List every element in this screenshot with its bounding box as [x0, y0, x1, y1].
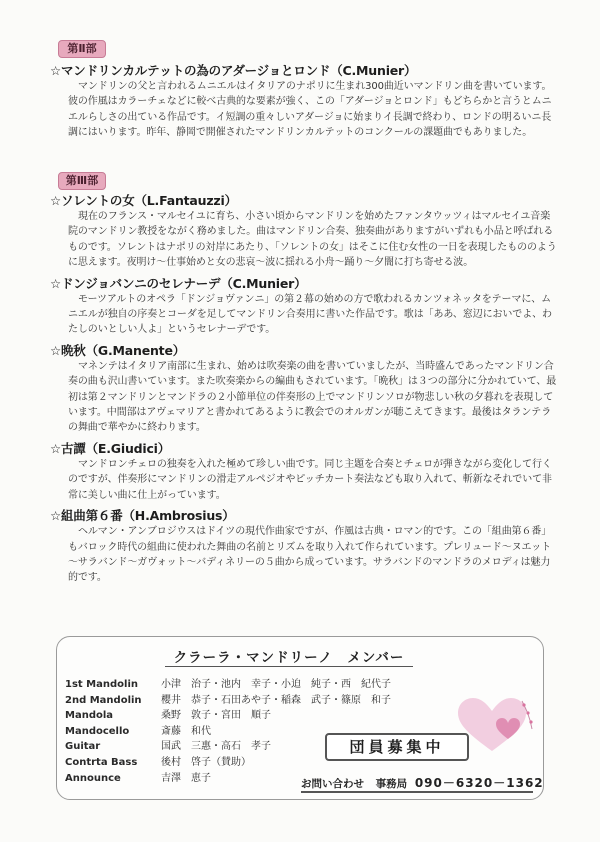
piece-entry [50, 62, 558, 141]
roster-names: 国武 三惠・高石 孝子 [161, 741, 271, 753]
roster-role: 1st Mandolin [65, 679, 138, 690]
piece-entry [50, 275, 558, 338]
roster-names: 斎藤 和代 [161, 725, 211, 737]
piece-title: ☆古譚（E.Giudici） [50, 440, 171, 456]
roster-role: Announce [65, 772, 121, 784]
piece-title: ☆組曲第６番（H.Ambrosius） [50, 508, 235, 524]
piece-description: マネンテはイタリア南部に生まれ、始めは吹奏楽の曲を書いていましたが、当時盛んであったマンドリン合奏の曲も沢山書いています。また吹奏楽からの編曲もされています。「晩秋」は３つの部分に分かれていて、最初は第２マンドリンとマンドラの２小節単位の伴奏形の上でマンドリンソロが物悲しい秋の夕暮れを表現しています。中間部はアヴェマリアと書かれてあるように教会でのオルガンが聴こえてきます。最後はタランテラの舞曲で華やかに終わります。 [68, 360, 557, 434]
piece-title: ☆晩秋（G.Manente） [50, 342, 186, 358]
part-3-pieces [50, 192, 558, 590]
piece-description: 現在のフランス・マルセイユに育ち、小さい頃からマンドリンを始めたファンタウッツィはマルセイユ音楽院のマンドリン教授をながく務めました。曲はマンドリン合奏、独奏曲がありますがいずれも小品と呼ばれるものです。ソレントはナポリの対岸にあたり、「ソレントの女」はそこに住む女性の一日を表現したもののように思えます。夜明け～仕事始めと女の悲哀～波に揺れる小舟～踊り～夕闇に打ち寄せる波。 [68, 211, 557, 269]
roster-role: Guitar [65, 741, 101, 753]
piece-title: ☆ソレントの女（L.Fantauzzi） [50, 193, 237, 208]
piece-title: ☆ドンジョバンニのセレナーデ（C.Munier） [50, 275, 307, 291]
part-3-badge: 第Ⅲ部 [58, 172, 106, 190]
roster-role: 2nd Mandolin [65, 694, 142, 706]
piece-entry [50, 192, 558, 271]
member-roster [65, 677, 391, 786]
roster-names: 櫻井 恭子・石田あや子・稲森 武子・篠原 和子 [161, 694, 391, 706]
part-2-pieces [50, 62, 558, 145]
recruitment-banner: 団員募集中 [325, 733, 469, 761]
member-title: クラーラ・マンドリーノ メンバー [165, 646, 413, 667]
roster-row [65, 693, 391, 709]
roster-role: Contrta Bass [65, 756, 138, 768]
piece-title: ☆マンドリンカルテットの為のアダージョとロンド（C.Munier） [50, 63, 417, 78]
piece-entry [50, 342, 558, 436]
roster-names: 吉澤 恵子 [161, 772, 211, 784]
piece-description: マンドロンチェロの独奏を入れた極めて珍しい曲です。同じ主題を合奏とチェロが弾きながら変化して行くのですが、伴奏形にマンドリンの滑走アルペジオやピッチカート奏法なども取り入れて、斬新なそれでいて非常に美しい曲に仕上がっています。 [68, 458, 552, 501]
roster-names: 後村 啓子（賛助） [161, 756, 251, 768]
piece-description: ヘルマン・アンブロジウスはドイツの現代作曲家ですが、作風は古典・ロマン的です。この「組曲第６番」もバロック時代の組曲に使われた舞曲の名前とリズムを取り入れて作られています。プレリュード～ヌエット～サラバンド～ガヴォット～バディネリーの５曲から成っています。サラバンドのマンドラのメロディは魅力的です。 [68, 526, 552, 584]
piece-description: モーツアルトのオペラ「ドンジョヴァンニ」の第２幕の始めの方で歌われるカンツォネッタをテーマに、ムニエルが独自の序奏とコーダを足してマンドリン合奏用に書いた作品です。歌は「ああ、窓辺においでよ、わたしのいとしい人よ」というセレナーデです。 [68, 293, 552, 336]
roster-names: 小津 治子・池内 幸子・小迫 純子・西 紀代子 [161, 679, 391, 690]
contact-office: 事務局 [375, 778, 408, 790]
roster-role: Mandola [65, 710, 114, 722]
roster-row [65, 708, 391, 724]
piece-entry [50, 440, 558, 503]
contact-label: お問い合わせ [301, 778, 364, 790]
piece-entry [50, 507, 558, 586]
contact-phone[interactable]: 090－6320－1362 [414, 776, 544, 790]
roster-role: Mandocello [65, 725, 130, 737]
part-2-badge: 第Ⅱ部 [58, 40, 106, 58]
roster-names: 桑野 敦子・宮田 順子 [161, 710, 271, 722]
roster-row [65, 677, 391, 693]
member-box [56, 636, 544, 800]
contact-line [301, 775, 544, 793]
piece-description: マンドリンの父と言われるムニエルはイタリアのナポリに生まれ300曲近いマンドリン曲を書いています。彼の作風はカラーチェなどに較べ古典的な要素が強く、この「アダージョとロンド」もどちらかと言うとムニエルらしさの出ている作品です。イ短調の重々しいアダージョに始まりイ長調で終わり、ロンドの明るいニ長調にはいります。昨年、静岡で開催されたマンドリンカルテットのコンクールの課題曲でもありました。 [68, 81, 552, 139]
